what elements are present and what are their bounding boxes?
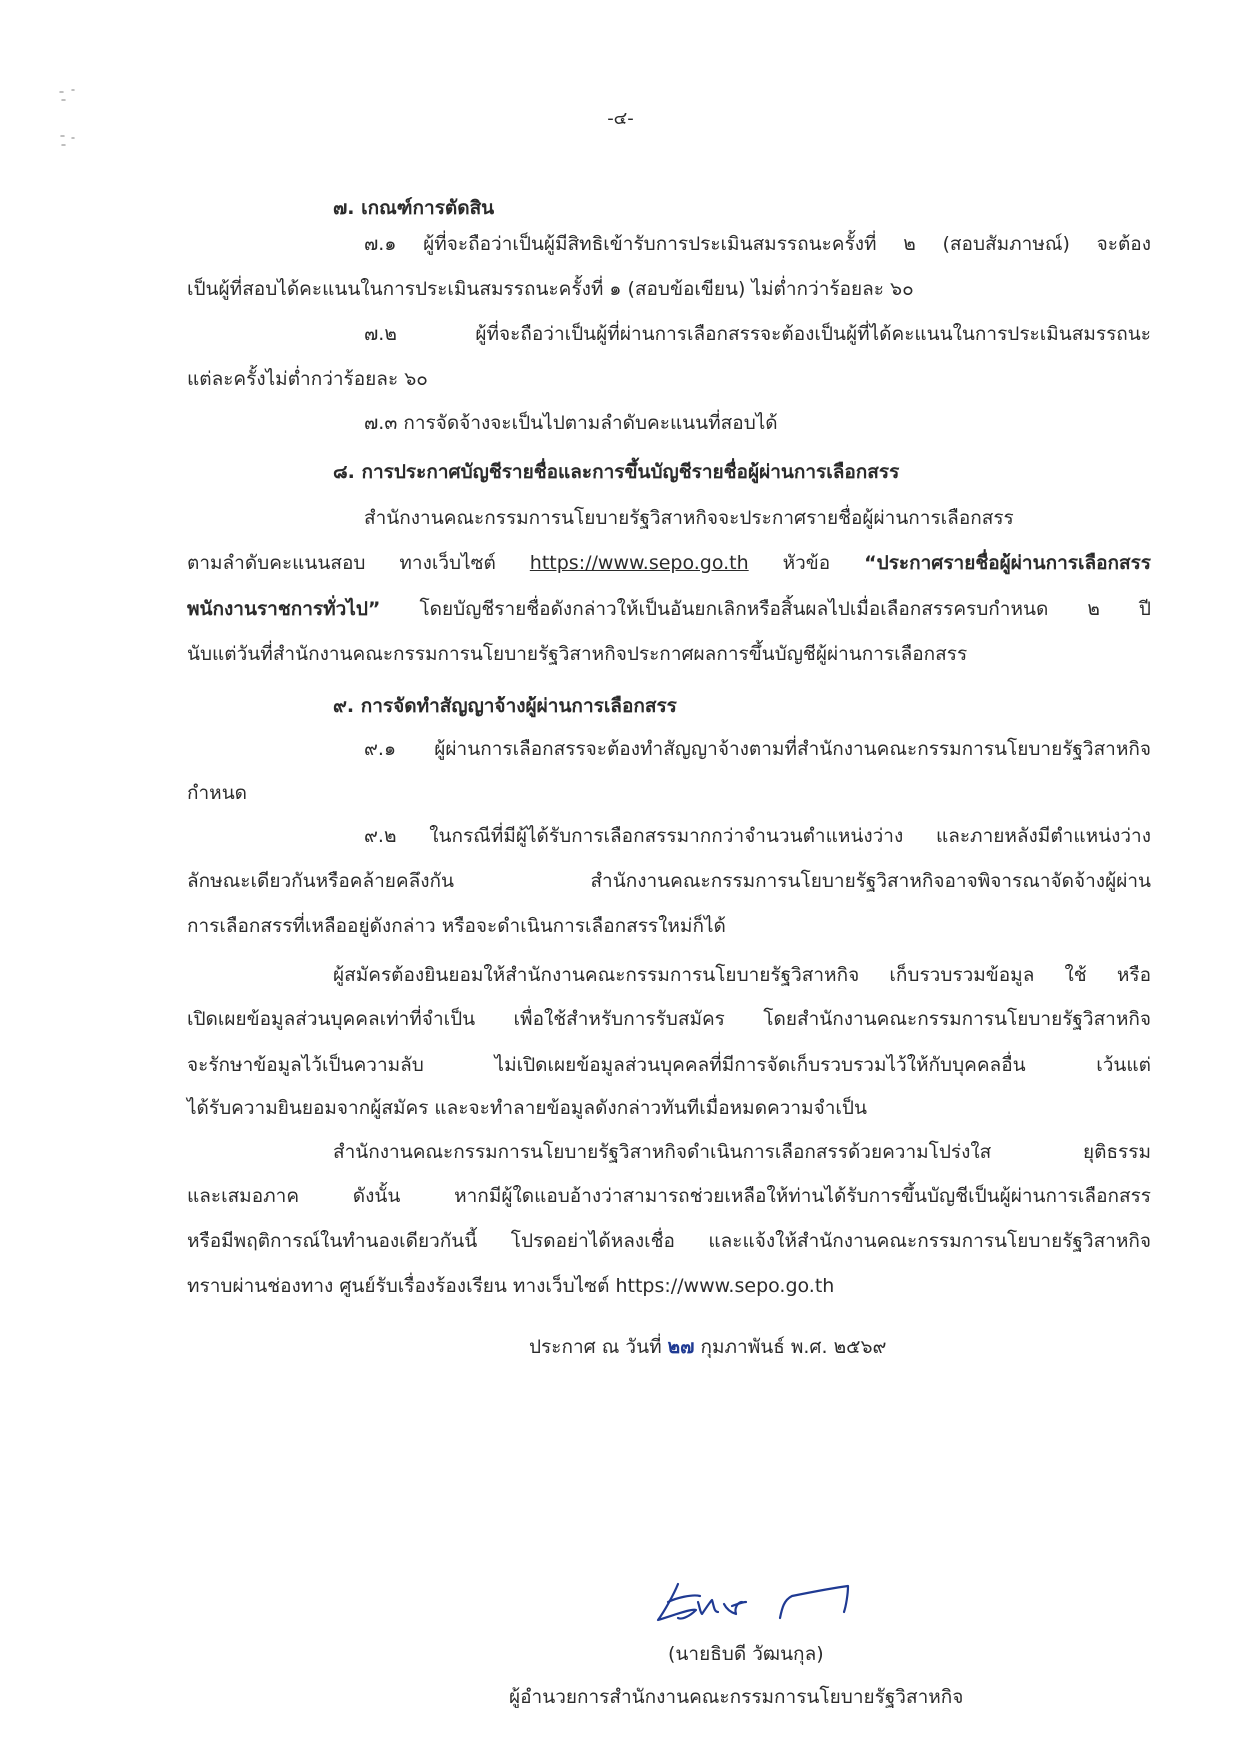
section-7-2-line-1: ๗.๒ ผู้ที่จะถือว่าเป็นผู้ที่ผ่านการเลือกสรรจะต้องเป็นผู้ที่ได้คะแนนในการประเมินสมรรถนะ — [364, 323, 1151, 345]
transparency-line-4: ทราบผ่านช่องทาง ศูนย์รับเรื่องร้องเรียน ทางเว็บไซต์ https://www.sepo.go.th — [187, 1275, 835, 1297]
announcement-prefix: ประกาศ ณ วันที่ — [529, 1336, 668, 1358]
signer-name: (นายธิบดี วัฒนกุล) — [668, 1643, 824, 1665]
section-7-3: ๗.๓ การจัดจ้างจะเป็นไปตามลำดับคะแนนที่สอบได้ — [364, 412, 778, 434]
section-9-1-line-2: กำหนด — [187, 782, 248, 804]
section-8-heading: ๘. การประกาศบัญชีรายชื่อและการขึ้นบัญชีรายชื่อผู้ผ่านการเลือกสรร — [333, 461, 900, 483]
page-number: -๔- — [607, 108, 634, 129]
section-9-2-line-2: ลักษณะเดียวกันหรือคล้ายคลึงกัน สำนักงานคณะกรรมการนโยบายรัฐวิสาหกิจอาจพิจารณาจัดจ้างผู้ผ่าน — [187, 870, 1151, 892]
section-9-heading: ๙. การจัดทำสัญญาจ้างผู้ผ่านการเลือกสรร — [333, 695, 677, 717]
transparency-line-2: และเสมอภาค ดังนั้น หากมีผู้ใดแอบอ้างว่าสามารถช่วยเหลือให้ท่านได้รับการขึ้นบัญชีเป็นผู้ผ่านการเลือกสรร — [187, 1185, 1151, 1207]
privacy-line-1: ผู้สมัครต้องยินยอมให้สำนักงานคณะกรรมการนโยบายรัฐวิสาหกิจ เก็บรวบรวมข้อมูล ใช้ หรือ — [333, 964, 1151, 986]
privacy-line-3: จะรักษาข้อมูลไว้เป็นความลับ ไม่เปิดเผยข้อมูลส่วนบุคคลที่มีการจัดเก็บรวบรวมไว้ให้กับบุคคลอื่น เว้นแต่ — [187, 1054, 1151, 1076]
announcement-month-year: กุมภาพันธ์ พ.ศ. ๒๕๖๙ — [694, 1336, 887, 1358]
section-9-1-line-1: ๙.๑ ผู้ผ่านการเลือกสรรจะต้องทำสัญญาจ้างตามที่สำนักงานคณะกรรมการนโยบายรัฐวิสาหกิจ — [364, 738, 1151, 760]
signer-title: ผู้อำนวยการสำนักงานคณะกรรมการนโยบายรัฐวิสาหกิจ — [509, 1686, 964, 1708]
section-8-line-4: นับแต่วันที่สำนักงานคณะกรรมการนโยบายรัฐวิสาหกิจประกาศผลการขึ้นบัญชีผู้ผ่านการเลือกสรร — [187, 643, 968, 665]
transparency-line-3: หรือมีพฤติการณ์ในทำนองเดียวกันนี้ โปรดอย่าได้หลงเชื่อ และแจ้งให้สำนักงานคณะกรรมการนโยบายรัฐวิสาหกิจ — [187, 1230, 1151, 1252]
section-8-topic-title-cont: พนักงานราชการทั่วไป” — [187, 598, 381, 620]
announcement-date — [529, 1334, 886, 1360]
section-8-line-3 — [187, 596, 1151, 622]
section-8-line-1: สำนักงานคณะกรรมการนโยบายรัฐวิสาหกิจจะประกาศรายชื่อผู้ผ่านการเลือกสรร — [364, 507, 1014, 529]
privacy-line-2: เปิดเผยข้อมูลส่วนบุคคลเท่าที่จำเป็น เพื่อใช้สำหรับการรับสมัคร โดยสำนักงานคณะกรรมการนโยบายรัฐวิสาหกิจ — [187, 1008, 1151, 1030]
section-9-2-line-3: การเลือกสรรที่เหลืออยู่ดังกล่าว หรือจะดำเนินการเลือกสรรใหม่ก็ได้ — [187, 915, 726, 937]
announcement-day: ๒๗ — [667, 1336, 695, 1358]
section-7-1-line-1: ๗.๑ ผู้ที่จะถือว่าเป็นผู้มีสิทธิเข้ารับการประเมินสมรรถนะครั้งที่ ๒ (สอบสัมภาษณ์) จะต้อง — [364, 233, 1151, 255]
section-9-2-line-1: ๙.๒ ในกรณีที่มีผู้ได้รับการเลือกสรรมากกว่าจำนวนตำแหน่งว่าง และภายหลังมีตำแหน่งว่าง — [364, 825, 1151, 847]
section-8-line-2 — [187, 550, 1151, 576]
section-7-heading: ๗. เกณฑ์การตัดสิน — [333, 197, 495, 219]
privacy-line-4: ได้รับความยินยอมจากผู้สมัคร และจะทำลายข้อมูลดังกล่าวทันทีเมื่อหมดความจำเป็น — [187, 1097, 867, 1119]
section-8-topic-title: “ประกาศรายชื่อผู้ผ่านการเลือกสรร — [864, 552, 1152, 574]
section-8-topic-label: หัวข้อ — [748, 552, 865, 574]
signature — [652, 1572, 862, 1642]
section-8-line-2-text: ตามลำดับคะแนนสอบ ทางเว็บไซต์ — [187, 552, 530, 574]
section-8-line-3-text: โดยบัญชีรายชื่อดังกล่าวให้เป็นอันยกเลิกหรือสิ้นผลไปเมื่อเลือกสรรครบกำหนด ๒ ปี — [380, 598, 1151, 620]
sepo-website-link[interactable]: https://www.sepo.go.th — [529, 552, 749, 574]
section-7-1-line-2: เป็นผู้ที่สอบได้คะแนนในการประเมินสมรรถนะครั้งที่ ๑ (สอบข้อเขียน) ไม่ต่ำกว่าร้อยละ ๖๐ — [187, 278, 914, 300]
section-7-2-line-2: แต่ละครั้งไม่ต่ำกว่าร้อยละ ๖๐ — [187, 368, 428, 390]
transparency-line-1: สำนักงานคณะกรรมการนโยบายรัฐวิสาหกิจดำเนินการเลือกสรรด้วยความโปร่งใส ยุติธรรม — [333, 1141, 1151, 1163]
